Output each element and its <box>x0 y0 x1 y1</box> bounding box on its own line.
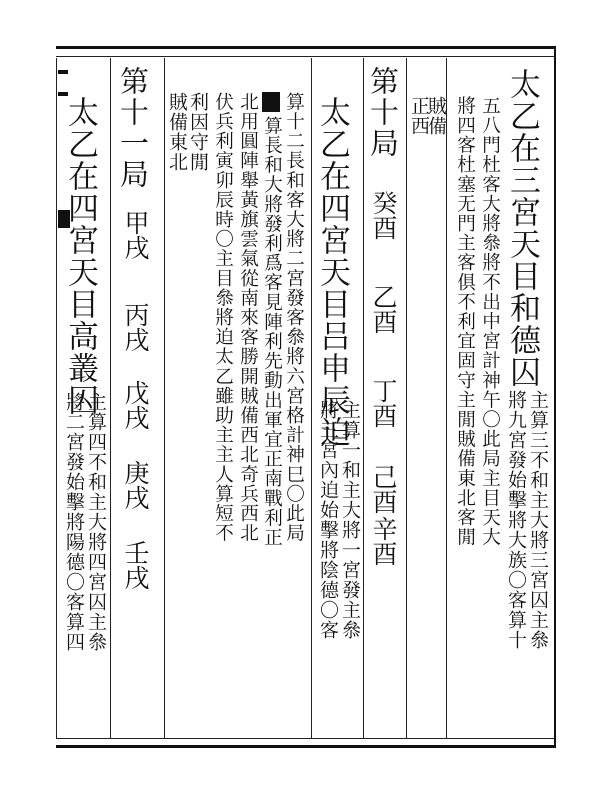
text-column-9: 太乙在四宮天目吕申辰迫 <box>314 96 350 448</box>
text-column-7: 正西 <box>408 96 430 136</box>
text-column-4: 五八門杜客大將叅將不出中宮計神午〇此局主目天大 <box>479 96 501 547</box>
text-column-13: 算長和大將發利爲客見陣利先動出軍宜正南戰利正 <box>261 116 283 548</box>
text-column-16: 利因守閒 <box>187 92 209 172</box>
column-divider <box>363 58 364 738</box>
text-column-3: 將九宮發始擊將大族〇客算十 <box>505 390 527 650</box>
section-title-11: 第十一局 <box>116 66 150 190</box>
stem-10-4: 己酉 <box>369 464 398 514</box>
text-column-17: 賊備東北 <box>166 92 188 172</box>
column-divider <box>164 58 165 738</box>
stem-11-4: 庚戌 <box>121 460 150 510</box>
text-column-11: 將三宮內迫始擊將陰德〇客 <box>317 400 339 640</box>
stem-10-5: 辛酉 <box>369 516 398 566</box>
stem-10-2: 乙酉 <box>369 284 398 334</box>
column-divider <box>110 58 111 738</box>
stem-11-2: 丙戌 <box>121 302 150 352</box>
stem-10-3: 丁酉 <box>369 378 398 428</box>
text-column-20: 主算四不和主大將四宮囚主叅 <box>85 392 107 652</box>
column-divider <box>406 58 407 738</box>
frame-inner-top-rule <box>56 56 556 57</box>
text-column-5: 將四客杜塞无門主客俱不利宜固守主閒賊備東北客閒 <box>454 96 476 547</box>
ink-smudge <box>262 92 280 112</box>
text-column-14: 北用圓陣舉黃旗雲氣從南來客勝開賊備西北奇兵西北 <box>237 92 259 543</box>
stem-11-3: 戊戌 <box>121 380 150 430</box>
stem-11-5: 壬戌 <box>121 540 150 590</box>
text-column-12: 算十二長和客大將二宮發客叅將六宮格計神巳〇此局 <box>283 92 305 543</box>
frame-left-rule <box>56 58 57 738</box>
text-column-2: 主算三不和主大將三宮囚主叅 <box>527 390 549 650</box>
margin-mark <box>58 70 68 74</box>
text-column-1: 太乙在三宮天目和德囚 <box>504 68 540 388</box>
text-column-10: 主算一和主大將一宮發主叅 <box>339 400 361 640</box>
text-column-21: 將二宮發始擊將陽德〇客算四 <box>63 392 85 652</box>
frame-inner-bottom-rule <box>56 738 556 739</box>
stem-11-1: 甲戌 <box>121 210 150 260</box>
frame-right-rule <box>554 46 556 748</box>
text-column-15: 伏兵利寅卯辰時〇主目叅將迫太乙雖助主主人算短不 <box>212 92 234 543</box>
text-column-19: 太乙在四宮天目高叢囚 <box>62 96 98 416</box>
text-column-6: 賊備 <box>425 96 447 136</box>
column-divider <box>446 58 447 738</box>
section-title-10: 第十局 <box>366 66 400 159</box>
stem-10-1: 癸酉 <box>369 190 398 240</box>
column-divider <box>311 58 312 738</box>
